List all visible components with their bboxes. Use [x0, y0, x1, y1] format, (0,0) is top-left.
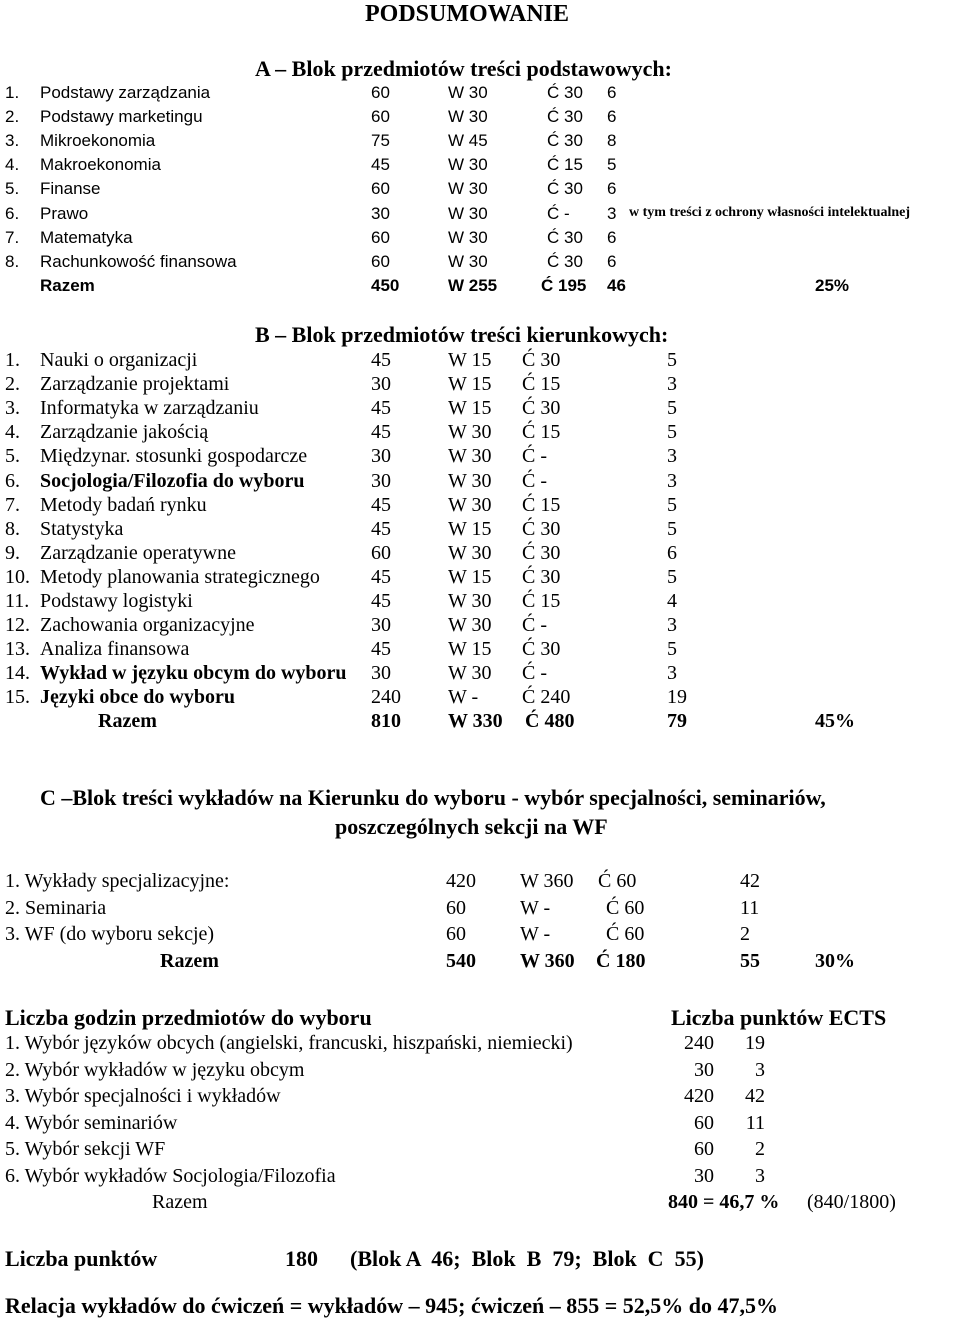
block-b-row-lectures: W 15	[448, 373, 492, 396]
block-c-total-lectures: W 360	[520, 950, 575, 972]
block-a-row-hours: 45	[371, 155, 390, 175]
block-b-row-number: 14.	[5, 662, 30, 685]
block-b-row-exercises: Ć -	[522, 445, 547, 468]
choice-row-ects: 3	[755, 1164, 765, 1187]
block-b-row-hours: 30	[371, 469, 391, 492]
page-title: PODSUMOWANIE	[365, 1, 570, 27]
block-a-row-lectures: W 30	[448, 203, 488, 223]
block-b-total-percent: 45%	[815, 710, 855, 732]
block-b-row-ects: 3	[667, 614, 677, 637]
block-b-total-exercises: Ć 480	[525, 710, 575, 732]
block-b-row-number: 3.	[5, 397, 20, 420]
block-a-row-ects: 8	[607, 131, 617, 151]
block-a-row-number: 8.	[5, 251, 20, 271]
block-b-row-name: Międzynar. stosunki gospodarcze	[40, 445, 308, 468]
block-b-row-hours: 45	[371, 493, 391, 516]
block-a-row-ects: 6	[607, 179, 617, 199]
block-b-row-ects: 3	[667, 373, 677, 396]
block-a-total-hours: 450	[371, 276, 400, 295]
block-b-row-lectures: W 15	[448, 565, 492, 588]
block-a-row-ects: 6	[607, 251, 617, 271]
block-a-row-ects: 6	[607, 227, 617, 247]
block-b-row-name: Zarządzanie jakością	[40, 421, 209, 444]
block-b-row-number: 15.	[5, 686, 30, 709]
block-a-row-name: Mikroekonomia	[40, 131, 156, 151]
block-c-row-name: 2. Seminaria	[5, 896, 107, 919]
block-a-row-exercises: Ć -	[547, 203, 570, 223]
choice-row-name: 4. Wybór seminariów	[5, 1111, 178, 1134]
block-b-row-lectures: W 30	[448, 590, 492, 612]
block-a-row-lectures: W 30	[448, 107, 488, 127]
choice-row-name: 1. Wybór języków obcych (angielski, francuski, hiszpański, niemiecki)	[5, 1032, 573, 1054]
block-c-total-ects: 55	[740, 950, 760, 972]
block-b-row-lectures: W 30	[448, 445, 492, 468]
choice-total-ratio: (840/1800)	[807, 1191, 896, 1213]
block-a-row-lectures: W 30	[448, 179, 488, 199]
block-a-row-exercises: Ć 15	[547, 155, 583, 175]
block-c-row-exercises: Ć 60	[606, 896, 645, 919]
block-b-row-ects: 5	[667, 638, 677, 661]
choice-row-ects: 19	[745, 1032, 765, 1054]
choice-row-name: 6. Wybór wykładów Socjologia/Filozofia	[5, 1164, 336, 1187]
block-c-row-name: 3. WF (do wyboru sekcje)	[5, 923, 215, 945]
block-c-row-ects: 42	[740, 870, 760, 892]
block-c-row-exercises: Ć 60	[598, 870, 637, 892]
block-a-row-number: 5.	[5, 179, 20, 199]
block-a-row-ects: 5	[607, 155, 617, 175]
block-a-row-number: 1.	[5, 83, 20, 102]
block-a-row-lectures: W 30	[448, 83, 488, 102]
choice-total-value: 840 = 46,7 %	[668, 1191, 780, 1213]
block-b-row-name: Metody badań rynku	[40, 493, 207, 516]
block-a-heading: A – Blok przedmiotów treści podstawowych:	[255, 56, 672, 81]
choice-row-ects: 3	[755, 1058, 765, 1081]
block-b-row-name: Socjologia/Filozofia do wyboru	[40, 469, 305, 492]
block-b-row-hours: 60	[371, 541, 391, 564]
block-b-row-number: 8.	[5, 517, 20, 540]
choice-row-hours: 420	[684, 1085, 714, 1107]
block-a-row-number: 3.	[5, 131, 20, 151]
choice-row-hours: 240	[684, 1032, 714, 1054]
choice-row-ects: 11	[745, 1111, 765, 1134]
block-c-row-exercises: Ć 60	[606, 923, 645, 945]
block-b-row-hours: 45	[371, 638, 391, 661]
block-a-row-exercises: Ć 30	[547, 179, 583, 199]
block-b-row-number: 7.	[5, 493, 20, 516]
block-b-row-ects: 3	[667, 469, 677, 492]
block-b-row-name: Podstawy logistyki	[40, 590, 193, 612]
block-b-row-number: 9.	[5, 541, 20, 564]
block-b-row-exercises: Ć 30	[522, 397, 561, 420]
block-a-row-ects: 6	[607, 107, 617, 127]
block-a-row-exercises: Ć 30	[547, 83, 583, 102]
choice-row-ects: 2	[755, 1138, 765, 1160]
block-c-total-exercises: Ć 180	[596, 950, 646, 972]
block-c-total-hours: 540	[446, 950, 476, 972]
choice-row-hours: 30	[694, 1164, 714, 1187]
block-a-row-hours: 60	[371, 179, 390, 199]
choice-row-hours: 60	[694, 1138, 714, 1160]
block-b-row-ects: 5	[667, 397, 677, 420]
block-b-row-number: 13.	[5, 638, 30, 661]
block-a-row-ects: 3	[607, 203, 617, 223]
choice-total-label: Razem	[152, 1191, 208, 1213]
block-b-row-hours: 45	[371, 565, 391, 588]
block-b-row-exercises: Ć 240	[522, 686, 571, 709]
block-a-row-lectures: W 30	[448, 227, 488, 247]
block-b-row-hours: 240	[371, 686, 401, 709]
block-a-row-name: Matematyka	[40, 227, 133, 247]
block-c-row-hours: 60	[446, 896, 466, 919]
block-a-row-number: 7.	[5, 227, 20, 247]
block-a-row-hours: 30	[371, 203, 390, 223]
block-b-row-number: 5.	[5, 445, 20, 468]
block-b-row-lectures: W 15	[448, 397, 492, 420]
block-a-row-exercises: Ć 30	[547, 131, 583, 151]
block-b-heading: B – Blok przedmiotów treści kierunkowych:	[255, 322, 669, 347]
block-a-row-name: Makroekonomia	[40, 155, 161, 175]
relation-summary: Relacja wykładów do ćwiczeń = wykładów – 945; ćwiczeń – 855 = 52,5% do 47,5%	[5, 1293, 779, 1318]
block-a-row-number: 2.	[5, 107, 20, 127]
block-c-row-lectures: W -	[520, 896, 551, 919]
block-a-row-name: Prawo	[40, 203, 89, 223]
points-label: Liczba punktów	[5, 1246, 158, 1271]
block-c-heading-line2: poszczególnych sekcji na WF	[335, 814, 608, 839]
block-b-row-exercises: Ć 30	[522, 565, 561, 588]
block-b-row-ects: 5	[667, 493, 677, 516]
block-b-row-number: 10.	[5, 565, 30, 588]
choice-heading-ects: Liczba punktów ECTS	[671, 1005, 887, 1030]
block-b-row-lectures: W 15	[448, 349, 492, 371]
choice-row-name: 2. Wybór wykładów w języku obcym	[5, 1058, 305, 1081]
block-c-row-ects: 11	[740, 896, 760, 919]
block-b-total-hours: 810	[371, 710, 401, 732]
block-c-heading-line1: C –Blok treści wykładów na Kierunku do wyboru - wybór specjalności, seminariów,	[40, 785, 826, 810]
block-c-row-lectures: W 360	[520, 870, 574, 892]
block-a-row-exercises: Ć 30	[547, 107, 583, 127]
block-b-row-number: 11.	[5, 590, 30, 612]
block-b-row-name: Nauki o organizacji	[40, 349, 198, 371]
block-b-row-number: 1.	[5, 349, 20, 371]
choice-row-name: 5. Wybór sekcji WF	[5, 1138, 166, 1160]
block-b-row-ects: 3	[667, 445, 677, 468]
block-a-row-hours: 60	[371, 83, 390, 102]
block-b-row-lectures: W 30	[448, 469, 492, 492]
block-a-row-lectures: W 30	[448, 251, 488, 271]
block-b-row-name: Zachowania organizacyjne	[40, 614, 255, 637]
block-a-row-name: Finanse	[40, 179, 101, 199]
choice-row-hours: 60	[694, 1111, 714, 1134]
block-b-row-hours: 45	[371, 397, 391, 420]
block-a-row-exercises: Ć 30	[547, 227, 583, 247]
block-a-total-lectures: W 255	[448, 276, 498, 295]
block-c-total-label: Razem	[160, 950, 219, 972]
block-b-row-name: Statystyka	[40, 517, 124, 540]
choice-row-name: 3. Wybór specjalności i wykładów	[5, 1085, 281, 1107]
points-detail: (Blok A 46; Blok B 79; Blok C 55)	[350, 1246, 704, 1271]
block-b-row-exercises: Ć 15	[522, 590, 561, 612]
block-b-row-hours: 45	[371, 590, 391, 612]
block-c-row-name: 1. Wykłady specjalizacyjne:	[5, 870, 230, 892]
block-a-row-number: 6.	[5, 203, 20, 223]
block-b-row-ects: 5	[667, 517, 677, 540]
block-b-row-hours: 45	[371, 421, 391, 444]
block-b-row-number: 6.	[5, 469, 20, 492]
block-b-row-name: Metody planowania strategicznego	[40, 565, 320, 588]
block-a-row-hours: 60	[371, 107, 390, 127]
block-b-row-hours: 30	[371, 614, 391, 637]
block-b-row-exercises: Ć 15	[522, 373, 561, 396]
block-b-row-name: Analiza finansowa	[40, 638, 190, 661]
choice-row-ects: 42	[745, 1085, 765, 1107]
block-b-row-lectures: W 15	[448, 517, 492, 540]
block-a-row-number: 4.	[5, 155, 20, 175]
block-a-total-ects: 46	[607, 276, 626, 295]
block-b-row-exercises: Ć -	[522, 662, 547, 685]
block-b-row-lectures: W 30	[448, 662, 492, 685]
block-b-row-name: Informatyka w zarządzaniu	[40, 397, 259, 420]
block-a-row-hours: 60	[371, 251, 390, 271]
block-c-row-ects: 2	[740, 923, 750, 945]
block-a-prawo-note: w tym treści z ochrony własności intelektualnej	[629, 205, 911, 220]
block-a-row-lectures: W 30	[448, 155, 488, 175]
block-a-row-name: Podstawy marketingu	[40, 107, 203, 127]
block-b-row-exercises: Ć 15	[522, 493, 561, 516]
block-a-row-ects: 6	[607, 83, 617, 102]
choice-heading-hours: Liczba godzin przedmiotów do wyboru	[5, 1005, 372, 1030]
block-b-row-ects: 3	[667, 662, 677, 685]
block-b-row-ects: 5	[667, 565, 677, 588]
block-a-total-exercises: Ć 195	[541, 276, 587, 295]
block-b-row-lectures: W 15	[448, 638, 492, 661]
block-a-row-hours: 75	[371, 131, 390, 151]
block-b-row-hours: 30	[371, 373, 391, 396]
block-b-row-name: Wykład w języku obcym do wyboru	[40, 662, 347, 685]
block-c-total-percent: 30%	[815, 950, 855, 972]
block-b-row-lectures: W -	[448, 686, 479, 709]
block-b-row-name: Języki obce do wyboru	[40, 686, 235, 709]
block-b-row-name: Zarządzanie operatywne	[40, 541, 236, 564]
block-b-total-ects: 79	[667, 710, 687, 732]
block-a-row-name: Podstawy zarządzania	[40, 83, 211, 102]
points-value: 180	[285, 1246, 318, 1271]
block-b-row-exercises: Ć 15	[522, 421, 561, 444]
block-b-row-exercises: Ć 30	[522, 517, 561, 540]
block-b-row-ects: 5	[667, 421, 677, 444]
block-b-row-lectures: W 30	[448, 421, 492, 444]
block-a-row-hours: 60	[371, 227, 390, 247]
block-b-row-hours: 30	[371, 662, 391, 685]
block-b-total-label: Razem	[98, 710, 157, 732]
block-a-row-exercises: Ć 30	[547, 251, 583, 271]
block-b-row-ects: 19	[667, 686, 687, 709]
block-b-row-ects: 4	[667, 590, 677, 612]
block-a-row-lectures: W 45	[448, 131, 488, 151]
block-b-row-exercises: Ć 30	[522, 541, 561, 564]
block-b-row-number: 4.	[5, 421, 20, 444]
block-b-row-number: 2.	[5, 373, 20, 396]
block-b-row-ects: 5	[667, 349, 677, 371]
block-b-total-lectures: W 330	[448, 710, 503, 732]
block-a-total-label: Razem	[40, 276, 95, 295]
block-b-row-hours: 45	[371, 349, 391, 371]
block-b-row-name: Zarządzanie projektami	[40, 373, 230, 396]
block-b-row-lectures: W 30	[448, 614, 492, 637]
block-b-row-exercises: Ć 30	[522, 349, 561, 371]
block-c-row-lectures: W -	[520, 923, 551, 945]
block-b-row-exercises: Ć -	[522, 469, 547, 492]
block-c-row-hours: 60	[446, 923, 466, 945]
block-a-row-name: Rachunkowość finansowa	[40, 251, 237, 271]
block-b-row-lectures: W 30	[448, 493, 492, 516]
block-b-row-hours: 30	[371, 445, 391, 468]
block-b-row-number: 12.	[5, 614, 30, 637]
block-b-row-lectures: W 30	[448, 541, 492, 564]
block-b-row-ects: 6	[667, 541, 677, 564]
block-b-row-hours: 45	[371, 517, 391, 540]
block-c-row-hours: 420	[446, 870, 476, 892]
block-a-total-percent: 25%	[815, 276, 850, 295]
block-b-row-exercises: Ć -	[522, 614, 547, 637]
block-b-row-exercises: Ć 30	[522, 638, 561, 661]
choice-row-hours: 30	[694, 1058, 714, 1081]
